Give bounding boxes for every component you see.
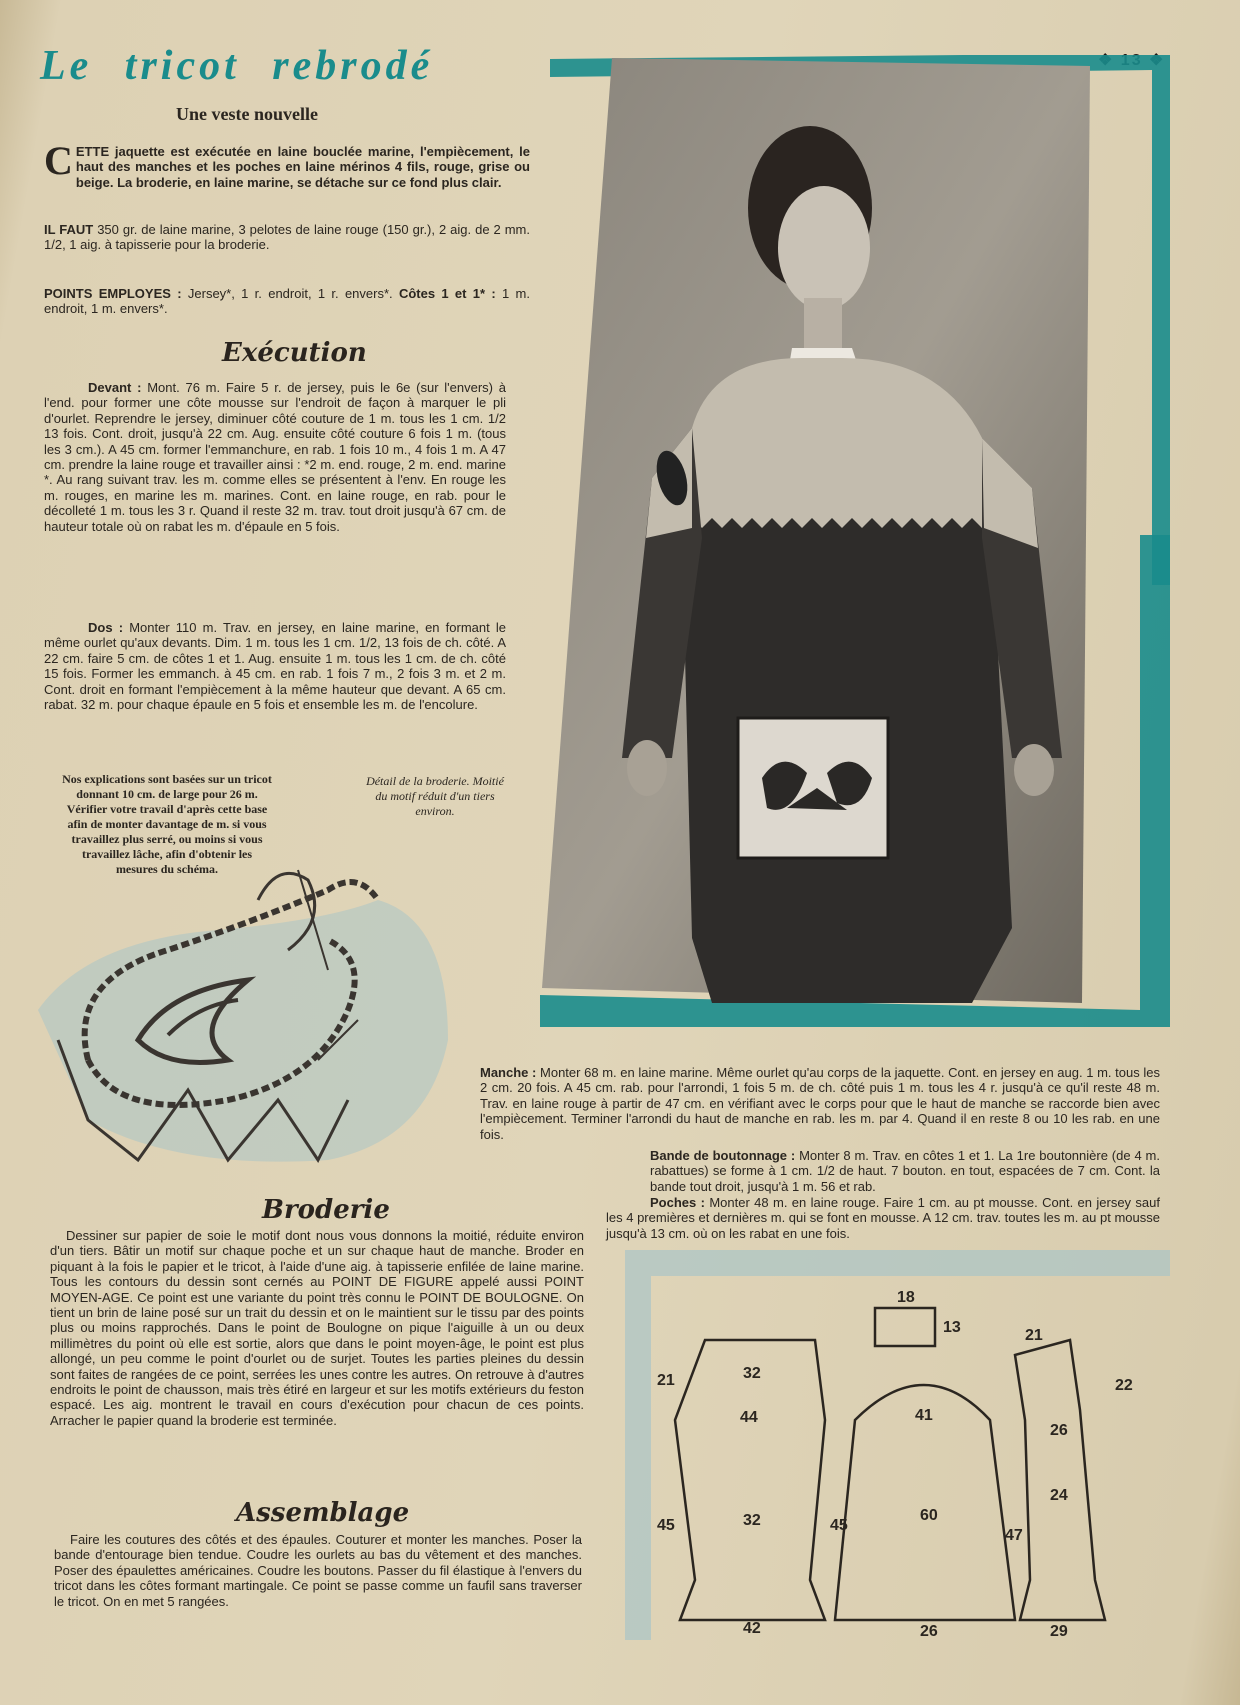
page-title: Le tricot rebrodé — [40, 43, 434, 89]
manche-label: Manche : — [480, 1065, 537, 1080]
broderie-paragraph: Dessiner sur papier de soie le motif dont nous vous donnons la moitié, réduite environ d'un tiers. Bâtir un motif sur chaque poche et un sur chaque haut de manche. Broder en piquant à la fois le papier et le tricot, à l'aide d'une aig. à tapisserie enfilée de laine marine. Tous les contours du dessin sont cernés au POINT DE FIGURE appelé aussi POINT MOYEN-AGE. Ce point est une variante du point très connu le POINT DE BOULOGNE. On tient un brin de laine posé sur un trait du dessin et on le maintient sur le tissu par des points plus ou moins rapprochés. Dans le point de Boulogne on pique l'aiguille à un ou deux millimètres du point où elle est sortie, alors que dans le point moyen-âge, le point est plus allongé, un peu comme le point d'ourlet ou de surjet. Toutes les parties pleines du dessin sont faites de rangées de ce point, serrées les unes contre les autres. On retrouve à d'autres endroits le point de chausson, mais très étiré en largeur et sur les motifs extérieurs du feston espacé. Les aig. montrent le travail en cours d'exécution pour chacun de ces points. Arracher le papier quand la broderie est terminée. — [50, 1228, 584, 1428]
gauge-note: Nos explications sont basées sur un tricot donnant 10 cm. de large pour 26 m. Vérifier votre travail d'après cette base afin de monter davantage de m. si vous travaillez plus serré, ou moins si vous travaillez lâche, afin d'obtenir les mesures du schéma. — [62, 772, 272, 876]
embroidery-detail-caption: Détail de la broderie. Moitié du motif réduit d'un tiers environ. — [366, 774, 504, 818]
schema-sleeve-side: 45 — [830, 1517, 848, 1534]
schema-front-waist: 32 — [743, 1512, 761, 1529]
bande-label: Bande de boutonnage : — [650, 1148, 796, 1163]
schema-back-top: 21 — [1025, 1327, 1043, 1344]
schema-pocket-h: 13 — [943, 1319, 961, 1336]
schema-sleeve-bottom: 26 — [920, 1623, 938, 1640]
article-subtitle: Une veste nouvelle — [176, 104, 318, 124]
intro-text: ETTE jaquette est exécutée en laine bouclée marine, l'empiècement, le haut des manches et les poches en laine mérinos 4 fils, rouge, grise ou beige. La broderie, en laine marine, se détache sur ce fond plus clair. — [75, 144, 530, 190]
embroidery-sketch — [28, 860, 468, 1180]
schema-back-side: 47 — [1005, 1527, 1023, 1544]
fashion-photo — [542, 58, 1090, 1003]
assemblage-heading: Assemblage — [236, 1498, 410, 1528]
schema-front-bottom: 42 — [743, 1620, 761, 1637]
poches-text: Monter 48 m. en laine rouge. Faire 1 cm. au pt mousse. Cont. en jersey sauf les 4 premières et dernières m. qui se font en mousse. A 12 cm. trav. toutes les m. au pt mousse jusqu'à 13 cm. où on les rabat en une fois. — [606, 1195, 1161, 1241]
manche-paragraph — [480, 1065, 1160, 1142]
poches-paragraph — [606, 1195, 1160, 1241]
schema-front-side: 45 — [657, 1517, 675, 1534]
materials-text: 350 gr. de laine marine, 3 pelotes de laine rouge (150 gr.), 2 aig. de 2 mm. 1/2, 1 aig. à tapisserie pour la broderie. — [44, 222, 530, 253]
schema-sleeve-len: 60 — [920, 1507, 938, 1524]
devant-text: Mont. 76 m. Faire 5 r. de jersey, puis le 6e (sur l'envers) à l'end. pour former une côte mousse sur l'endroit de façon à marquer le pli d'ourlet. Reprendre le jersey, diminuer côté couture de 1 m. tous les 1 cm. 1/2 13 fois. Cont. droit, jusqu'à 22 cm. Aug. ensuite côté couture 6 fois 1 m. (tous les 3 cm.). A 45 cm. former l'emmanchure, en rab. 1 fois 10 m., 4 fois 1 m. A 47 cm. prendre la laine rouge et travailler ainsi : *2 m. end. rouge, 2 m. end. marine *. Au rang suivant trav. les m. comme elles se présentent à l'env. En rouge les m. rouges, en marine les m. marines. Cont. en laine rouge, en rab. pour le décolleté 1 m. tous les 3 r. Quand il reste 32 m. trav. tout droit jusqu'à 67 cm. de hauteur totale où on rabat les m. d'épaule en 5 fois. — [44, 380, 506, 534]
devant-paragraph — [44, 380, 506, 534]
dos-label: Dos : — [88, 620, 124, 635]
schema-back-bottom: 29 — [1050, 1623, 1068, 1640]
drop-cap: C — [44, 138, 73, 183]
schema-front-chest: 44 — [740, 1409, 758, 1426]
stitches-text-b: 1 m. endroit, 1 m. envers*. — [44, 286, 530, 317]
devant-label: Devant : — [88, 380, 142, 395]
manche-text: Monter 68 m. en laine marine. Même ourlet qu'au corps de la jaquette. Cont. en jersey en aug. 1 m. tous les 2 cm. 20 fois. A 45 cm. rab. pour l'arrondi, 1 fois 5 m. de ch. côté puis 1 m. tous les 4 r. jusqu'à ce qu'il reste 48 m. Trav. en laine rouge à partir de 47 cm. en vérifiant avec le corps pour que le haut de manche se raccorde bien avec l'empiècement. Terminer l'arrondi du haut de manche en rab. les m. par 4. Quand il en reste 8 ou 10 les rab. en une fois. — [480, 1065, 1160, 1142]
pattern-schema — [625, 1250, 1170, 1640]
dos-text: Monter 110 m. Trav. en jersey, en laine marine, en formant le même ourlet qu'aux devants. Dim. 1 m. tous les 1 cm. 1/2, 13 fois de ch. côté. A 22 cm. faire 5 cm. de côtes 1 et 1. Aug. ensuite 1 m. tous les 1 cm. de ch. côté 15 fois. Former les emmanch. à 45 cm. en rab. 1 fois 7 m., 2 fois 3 m. et 2 m. Cont. droit en formant l'empiècement à la même hauteur que devant. A 65 cm. rabat. 32 m. pour chaque épaule en 5 fois et ensemble les m. de l'encolure. — [44, 620, 506, 713]
dos-paragraph — [44, 620, 506, 712]
schema-front-armhole: 21 — [657, 1372, 675, 1389]
poches-label: Poches : — [650, 1195, 705, 1210]
stitches-paragraph — [44, 286, 530, 317]
stitches-text-a: Jersey*, 1 r. endroit, 1 r. envers*. — [187, 286, 393, 301]
materials-paragraph — [44, 222, 530, 253]
assemblage-paragraph: Faire les coutures des côtés et des épaules. Couturer et monter les manches. Poser la bande d'entourage bien tendue. Coudre les ourlets au bas du vêtement et des manches. Poser des épaulettes américaines. Coudre les boutons. Passer du fil élastique à l'envers du tricot dans les côtes formant martingale. Ce point se passe comme un faufil sans traverser le tricot. On en met 5 rangées. — [54, 1532, 582, 1609]
schema-back-shoulder: 22 — [1115, 1377, 1133, 1394]
stitches-label: POINTS EMPLOYES : — [44, 286, 182, 301]
broderie-heading: Broderie — [262, 1195, 390, 1225]
intro-paragraph — [44, 138, 530, 190]
materials-label: IL FAUT — [44, 222, 94, 237]
execution-heading: Exécution — [222, 338, 367, 368]
schema-back-waist: 24 — [1050, 1487, 1068, 1504]
stitches-label-b: Côtes 1 et 1* : — [398, 286, 496, 301]
schema-front-top: 32 — [743, 1365, 761, 1382]
bande-text: Monter 8 m. Trav. en côtes 1 et 1. La 1re boutonnière (de 4 m. rabattues) se forme à 1 cm. 1/2 de haut. 7 bouton. en tout, espacées de 7 cm. Cont. la bande tout droit, jusqu'à 1 m. 56 et rab. — [650, 1148, 1160, 1194]
schema-back-chest: 26 — [1050, 1422, 1068, 1439]
bande-paragraph — [650, 1148, 1160, 1194]
schema-sleeve-mid: 41 — [915, 1407, 933, 1424]
schema-pocket-w: 18 — [897, 1289, 915, 1306]
